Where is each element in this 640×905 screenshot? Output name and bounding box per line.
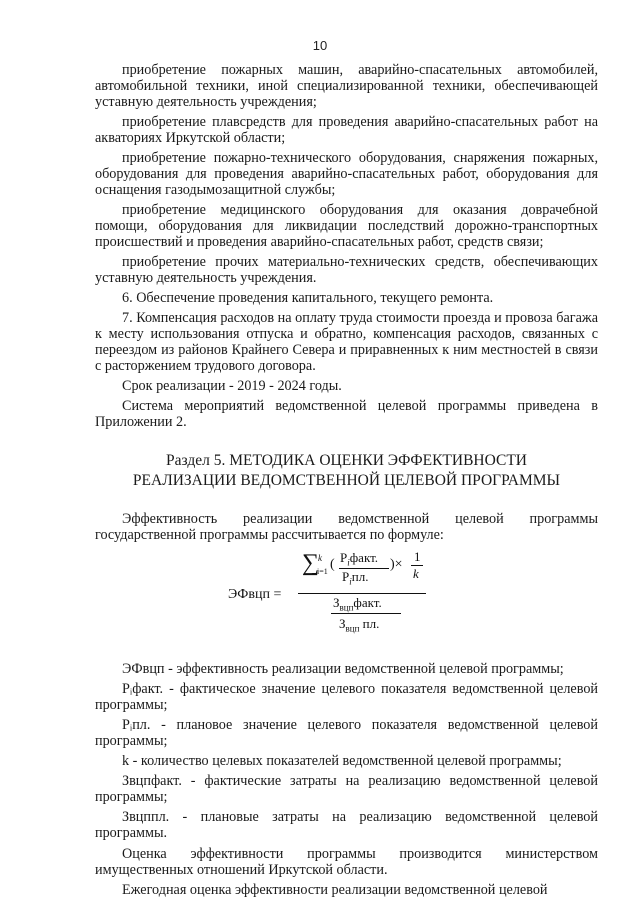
formula-main-fraction-bar bbox=[298, 593, 426, 594]
paragraph-fire-equipment: приобретение пожарно-технического оборудования, снаряжения пожарных, оборудования для проведения аварийно-спасательных работ, оборудования для оснащения газодымозащитной службы; bbox=[95, 150, 598, 198]
formula-z-plan: $З_{вцп}$ пл. bbox=[339, 616, 380, 634]
paragraph-system: Система мероприятий ведомственной целевой программы приведена в Приложении 2. bbox=[95, 398, 598, 430]
paragraph-annual-evaluation: Ежегодная оценка эффективности реализации ведомственной целевой bbox=[122, 882, 548, 898]
formula-sum-upper: k bbox=[318, 553, 322, 563]
formula-lower-fraction-bar bbox=[331, 613, 401, 614]
formula-p-plan: $P_iпл$. bbox=[342, 569, 369, 587]
formula-one: 1 bbox=[414, 549, 421, 564]
formula-k: k bbox=[413, 566, 419, 581]
formula-p-fact: $P_iфакт$. bbox=[340, 550, 379, 568]
definition-efvcp: ЭФвцп - эффективность реализации ведомственной целевой программы; bbox=[122, 661, 564, 677]
paragraph-repair: 6. Обеспечение проведения капитального, текущего ремонта. bbox=[122, 290, 494, 306]
paragraph-medical-equipment: приобретение медицинского оборудования для оказания доврачебной помощи, оборудования для ликвидации последствий дорожно-транспортных происшествий и проведения аварийно-спасательных работ, средств связи; bbox=[95, 202, 598, 250]
definition-k: k - количество целевых показателей ведомственной целевой программы; bbox=[122, 753, 562, 769]
section-heading-line-1: Раздел 5. МЕТОДИКА ОЦЕНКИ ЭФФЕКТИВНОСТИ bbox=[166, 452, 527, 469]
section-heading-line-2: РЕАЛИЗАЦИИ ВЕДОМСТВЕННОЙ ЦЕЛЕВОЙ ПРОГРАММЫ bbox=[132, 472, 561, 489]
efficiency-formula bbox=[95, 549, 598, 649]
definition-z-plan: Звцппл. - плановые затраты на реализацию ведомственной целевой программы. bbox=[95, 809, 598, 841]
formula-lhs: ЭФвцп = bbox=[228, 587, 282, 602]
paragraph-other-means: приобретение прочих материально-технических средств, обеспечивающих уставную деятельность учреждения. bbox=[95, 254, 598, 286]
paragraph-term: Срок реализации - 2019 - 2024 годы. bbox=[122, 378, 342, 394]
formula-z-fact: $З_{вцп}факт$. bbox=[333, 595, 382, 613]
formula-sum-lower: i=1 bbox=[317, 567, 328, 576]
paragraph-evaluation-ministry: Оценка эффективности программы производится министерством имущественных отношений Иркутской области. bbox=[95, 846, 598, 878]
definition-p-fact: Pᵢфакт. - фактическое значение целевого показателя ведомственной целевой программы; bbox=[95, 681, 598, 713]
paragraph-formula-intro: Эффективность реализации ведомственной целевой программы государственной программы рассчитывается по формуле: bbox=[95, 511, 598, 543]
section-heading bbox=[95, 451, 598, 491]
definition-p-plan: Pᵢпл. - плановое значение целевого показателя ведомственной целевой программы; bbox=[95, 717, 598, 749]
formula-sum-symbol: ∑ bbox=[302, 550, 320, 576]
formula-close-times: )× bbox=[390, 557, 403, 572]
paragraph-watercraft: приобретение плавсредств для проведения аварийно-спасательных работ на акваториях Иркутской области; bbox=[95, 114, 598, 146]
paragraph-compensation: 7. Компенсация расходов на оплату труда стоимости проезда и провоза багажа к месту использования отпуска и обратно, компенсация расходов, связанных с переездом из районов Крайнего Севера и приравненных к ним местностей в связи с расторжением трудового договора. bbox=[95, 310, 598, 374]
paragraph-fire-vehicles: приобретение пожарных машин, аварийно-спасательных автомобилей, автомобильной техники, иной специализированной техники, обеспечивающей уставную деятельность учреждения; bbox=[95, 62, 598, 110]
page-number: 10 bbox=[312, 38, 328, 53]
formula-open-paren: ( bbox=[330, 557, 335, 572]
definition-z-fact: Звцпфакт. - фактические затраты на реализацию ведомственной целевой программы; bbox=[95, 773, 598, 805]
